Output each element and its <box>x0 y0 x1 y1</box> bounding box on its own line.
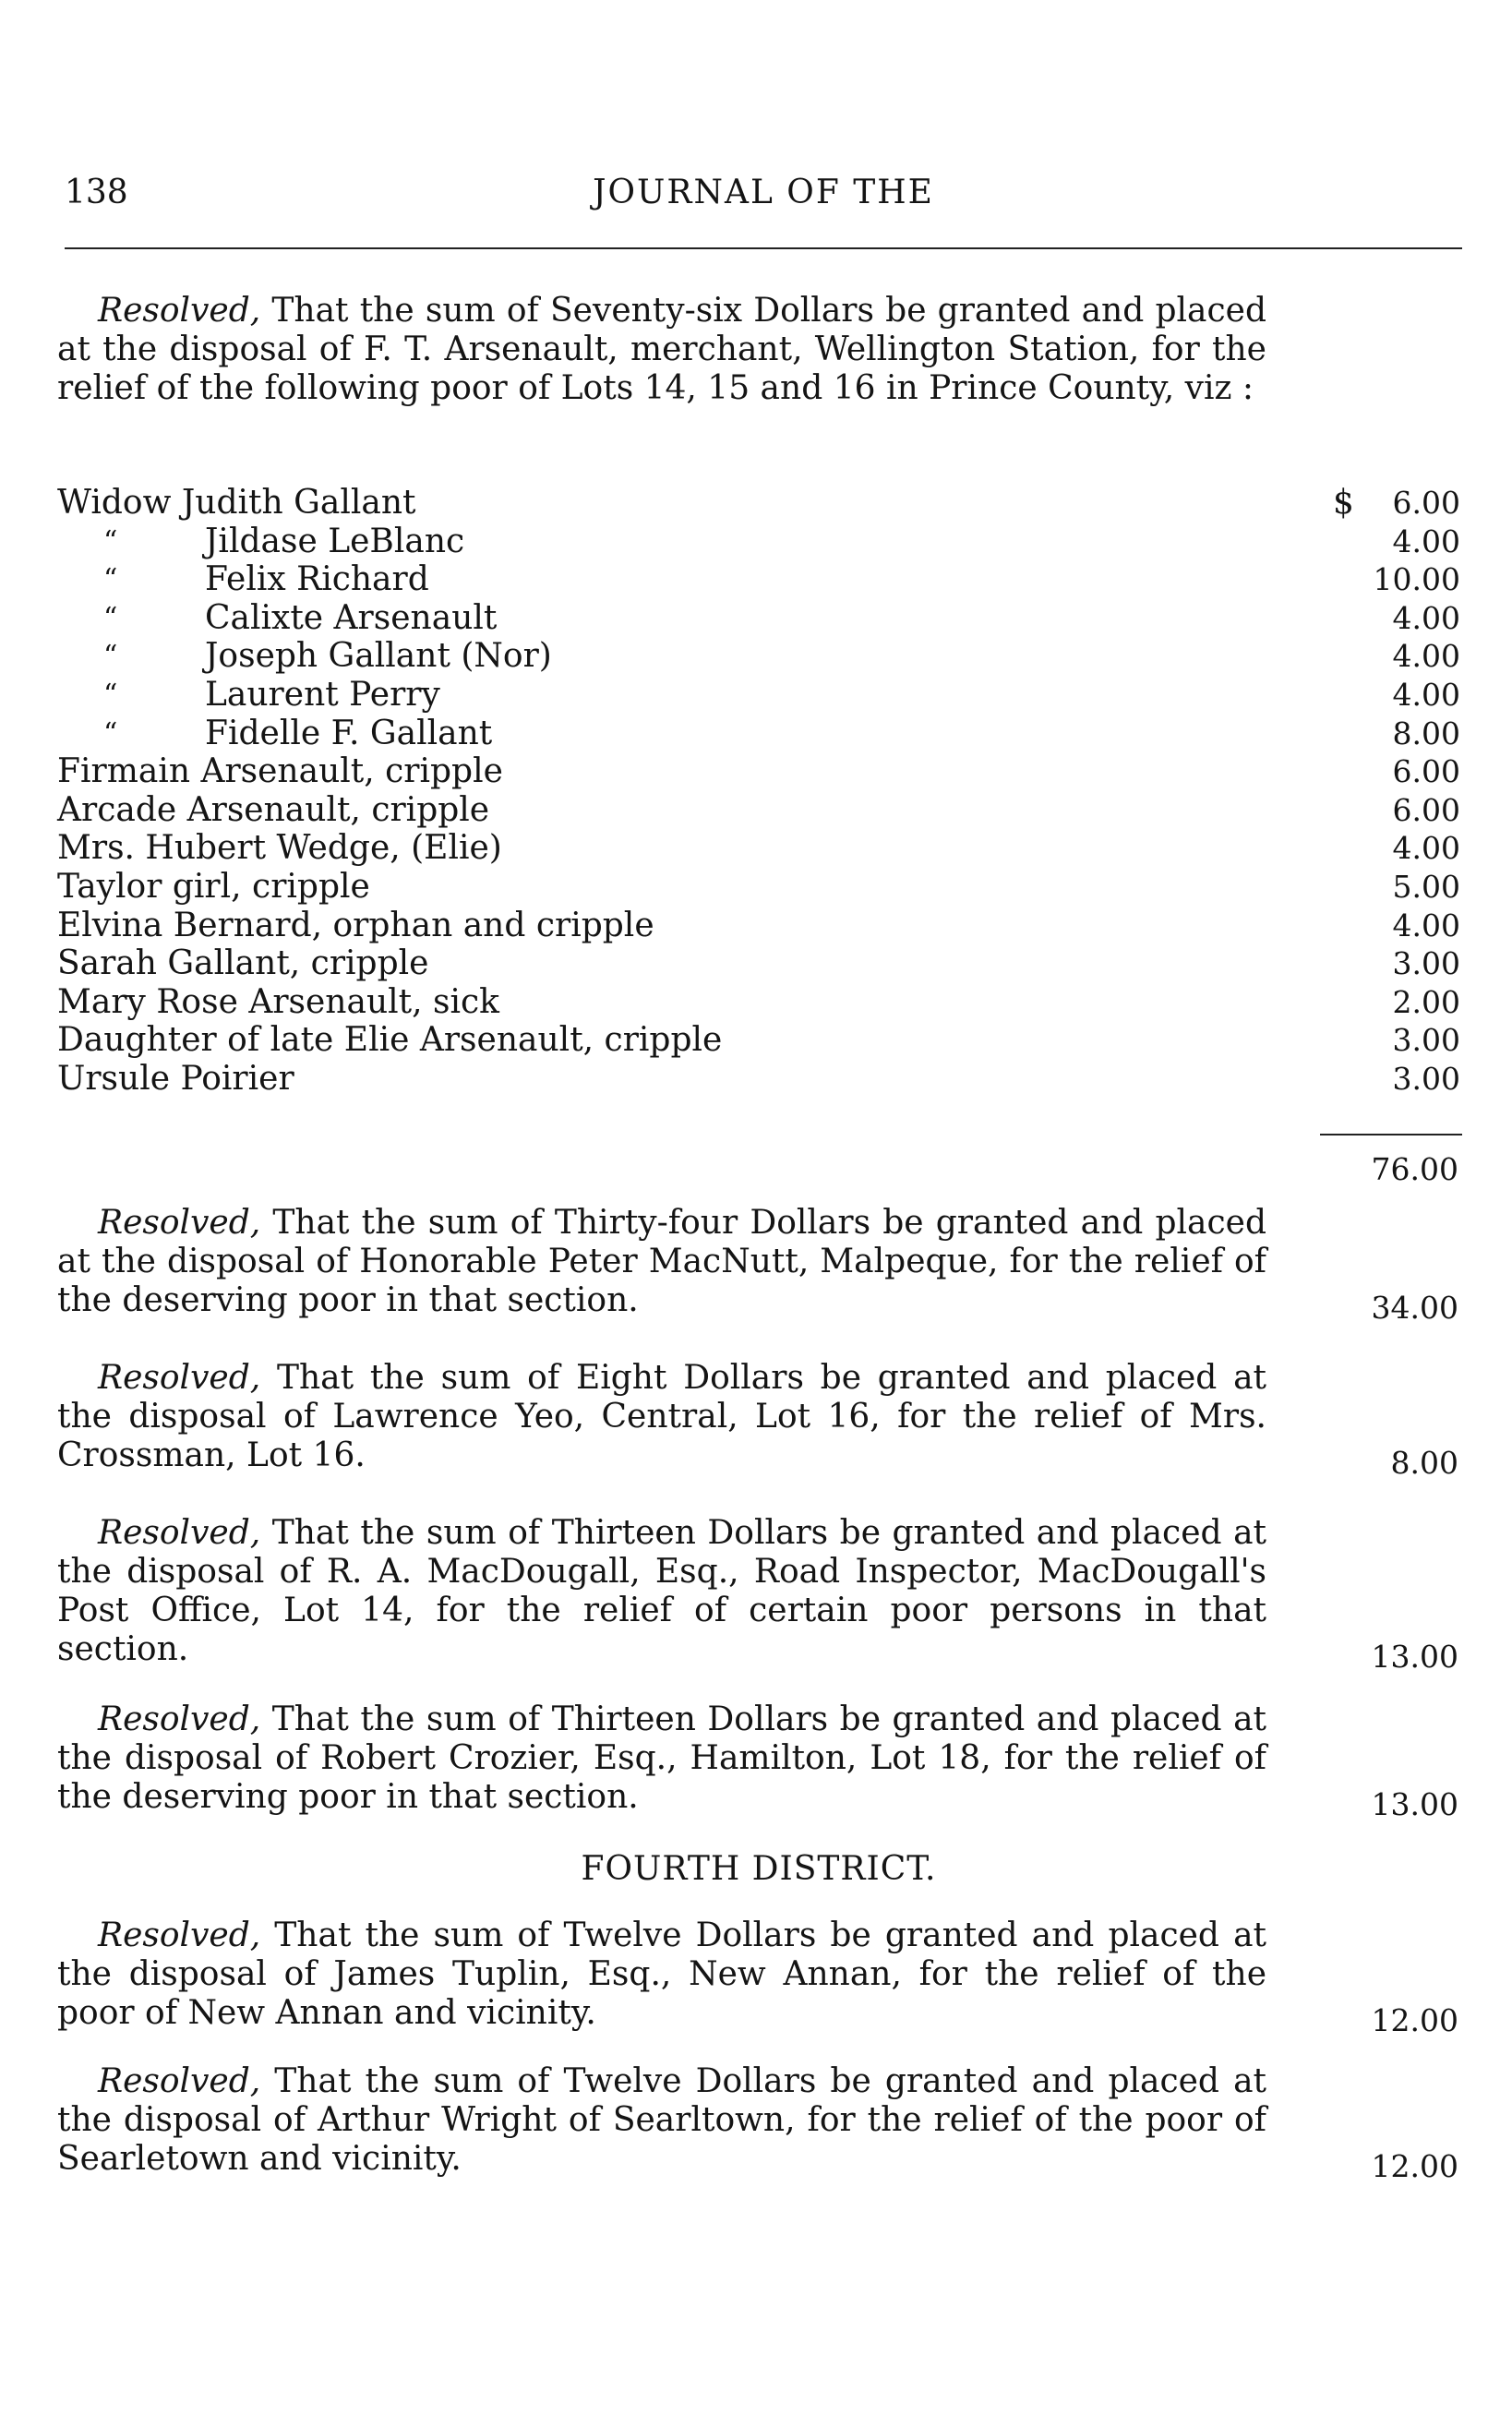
recipient-name: Taylor girl, cripple <box>57 867 370 906</box>
recipient-name: Mrs. Hubert Wedge, (Elie) <box>57 829 502 868</box>
resolution-macnutt <box>57 1204 1266 1320</box>
recipient-list <box>57 484 1460 1099</box>
resolution-wright <box>57 2062 1266 2179</box>
recipient-name: Arcade Arsenault, cripple <box>57 790 490 829</box>
resolved-lead: Resolved, <box>98 1204 261 1242</box>
list-item <box>57 523 1460 561</box>
ditto-mark: “ <box>103 640 118 673</box>
resolution-amount: 13.00 <box>1371 1639 1458 1675</box>
resolution-amount: 34.00 <box>1371 1290 1458 1326</box>
recipient-amount: 6.00 <box>1392 753 1460 790</box>
resolved-lead: Resolved, <box>98 1700 261 1738</box>
resolution-amount: 13.00 <box>1371 1786 1458 1822</box>
ditto-mark: “ <box>103 678 118 711</box>
resolution-text: That the sum of Thirteen Dollars be granted and placed at the disposal of R. A. MacDougall, Esq., Road Inspector, MacDougall's Post Office, Lot 14, for the relief of certain poor persons in that section. <box>57 1514 1266 1668</box>
list-item <box>57 791 1460 830</box>
recipient-amount: 3.00 <box>1392 1060 1460 1097</box>
header-rule <box>65 247 1462 249</box>
recipient-amount: 5.00 <box>1392 868 1460 905</box>
recipient-amount: 8.00 <box>1392 715 1460 751</box>
resolution-amount: 12.00 <box>1371 2148 1458 2184</box>
list-item <box>57 907 1460 945</box>
list-item <box>57 829 1460 868</box>
page-number: 138 <box>65 174 128 211</box>
list-item <box>57 944 1460 983</box>
list-item <box>57 1060 1460 1099</box>
recipient-name: Ursule Poirier <box>57 1059 294 1098</box>
resolution-text: That the sum of Thirty-four Dollars be granted and placed at the disposal of Honorable Peter MacNutt, Malpeque, for the relief of the deserving poor in that section. <box>57 1204 1266 1319</box>
list-item <box>57 868 1460 907</box>
recipient-amount: 4.00 <box>1392 676 1460 713</box>
page-header <box>65 174 1462 220</box>
list-item <box>57 599 1460 638</box>
recipient-amount: 4.00 <box>1392 638 1460 675</box>
resolution-amount: 8.00 <box>1390 1445 1458 1481</box>
recipient-name: Felix Richard <box>205 560 429 599</box>
recipient-name: Widow Judith Gallant <box>57 484 416 522</box>
section-heading: FOURTH DISTRICT. <box>581 1850 937 1888</box>
recipient-name: Firmain Arsenault, cripple <box>57 752 503 791</box>
recipient-amount: 4.00 <box>1392 830 1460 867</box>
recipient-amount: 6.00 <box>1392 485 1460 521</box>
resolution-tuplin <box>57 1916 1266 2033</box>
recipient-amount: 6.00 <box>1392 791 1460 828</box>
ditto-mark: “ <box>103 563 118 596</box>
list-item <box>57 484 1460 523</box>
recipient-amount: 4.00 <box>1392 599 1460 636</box>
recipient-amount: 4.00 <box>1392 907 1460 943</box>
resolution-amount: 12.00 <box>1371 2002 1458 2038</box>
recipient-name: Joseph Gallant (Nor) <box>205 637 552 676</box>
resolved-lead: Resolved, <box>98 1916 261 1954</box>
resolution-text: That the sum of Twelve Dollars be granted and placed at the disposal of James Tuplin, Esq., New Annan, for the relief of the poor of New Annan and vicinity. <box>57 1916 1266 2032</box>
recipient-amount: 10.00 <box>1373 561 1460 598</box>
recipient-name: Elvina Bernard, orphan and cripple <box>57 906 654 944</box>
resolution-crozier <box>57 1700 1266 1817</box>
list-item <box>57 1021 1460 1060</box>
recipient-name: Sarah Gallant, cripple <box>57 944 429 983</box>
recipient-amount: 2.00 <box>1392 983 1460 1020</box>
recipient-name: Mary Rose Arsenault, sick <box>57 982 499 1021</box>
resolved-lead: Resolved, <box>98 1359 261 1397</box>
resolution-arsenault <box>57 292 1266 408</box>
resolution-macdougall <box>57 1514 1266 1669</box>
resolved-lead: Resolved, <box>98 292 261 330</box>
resolved-lead: Resolved, <box>98 1514 261 1552</box>
ditto-mark: “ <box>103 716 118 750</box>
list-item <box>57 752 1460 791</box>
recipient-amount: 3.00 <box>1392 945 1460 982</box>
total-amount: 76.00 <box>1371 1151 1458 1187</box>
total-rule <box>1320 1134 1462 1135</box>
recipient-name: Jildase LeBlanc <box>205 522 465 560</box>
resolution-text: That the sum of Eight Dollars be granted and placed at the disposal of Lawrence Yeo, Central, Lot 16, for the relief of Mrs. Crossman, Lot 16. <box>57 1359 1266 1474</box>
recipient-amount: 4.00 <box>1392 523 1460 559</box>
list-item <box>57 715 1460 753</box>
recipient-amount: 3.00 <box>1392 1022 1460 1059</box>
list-item <box>57 983 1460 1022</box>
running-head: JOURNAL OF THE <box>593 174 934 211</box>
resolved-lead: Resolved, <box>98 2062 261 2100</box>
list-item <box>57 676 1460 715</box>
recipient-name: Fidelle F. Gallant <box>205 714 493 752</box>
recipient-name: Laurent Perry <box>205 675 440 714</box>
list-item <box>57 560 1460 599</box>
recipient-name: Calixte Arsenault <box>205 598 498 637</box>
list-item <box>57 637 1460 676</box>
ditto-mark: “ <box>103 524 118 558</box>
recipient-name: Daughter of late Elie Arsenault, cripple <box>57 1021 723 1060</box>
resolution-text: That the sum of Thirteen Dollars be granted and placed at the disposal of Robert Crozier, Esq., Hamilton, Lot 18, for the relief of the deserving poor in that section. <box>57 1700 1266 1816</box>
dollar-sign: $ <box>1333 484 1354 522</box>
resolution-text: That the sum of Twelve Dollars be granted and placed at the disposal of Arthur Wright of Searltown, for the relief of the poor of Searletown and vicinity. <box>57 2062 1266 2178</box>
resolution-text: That the sum of Seventy-six Dollars be granted and placed at the disposal of F. T. Arsenault, merchant, Wellington Station, for the relief of the following poor of Lots 14, 15 and 16 in Prince County, viz : <box>57 292 1266 407</box>
ditto-mark: “ <box>103 601 118 634</box>
resolution-yeo <box>57 1359 1266 1475</box>
